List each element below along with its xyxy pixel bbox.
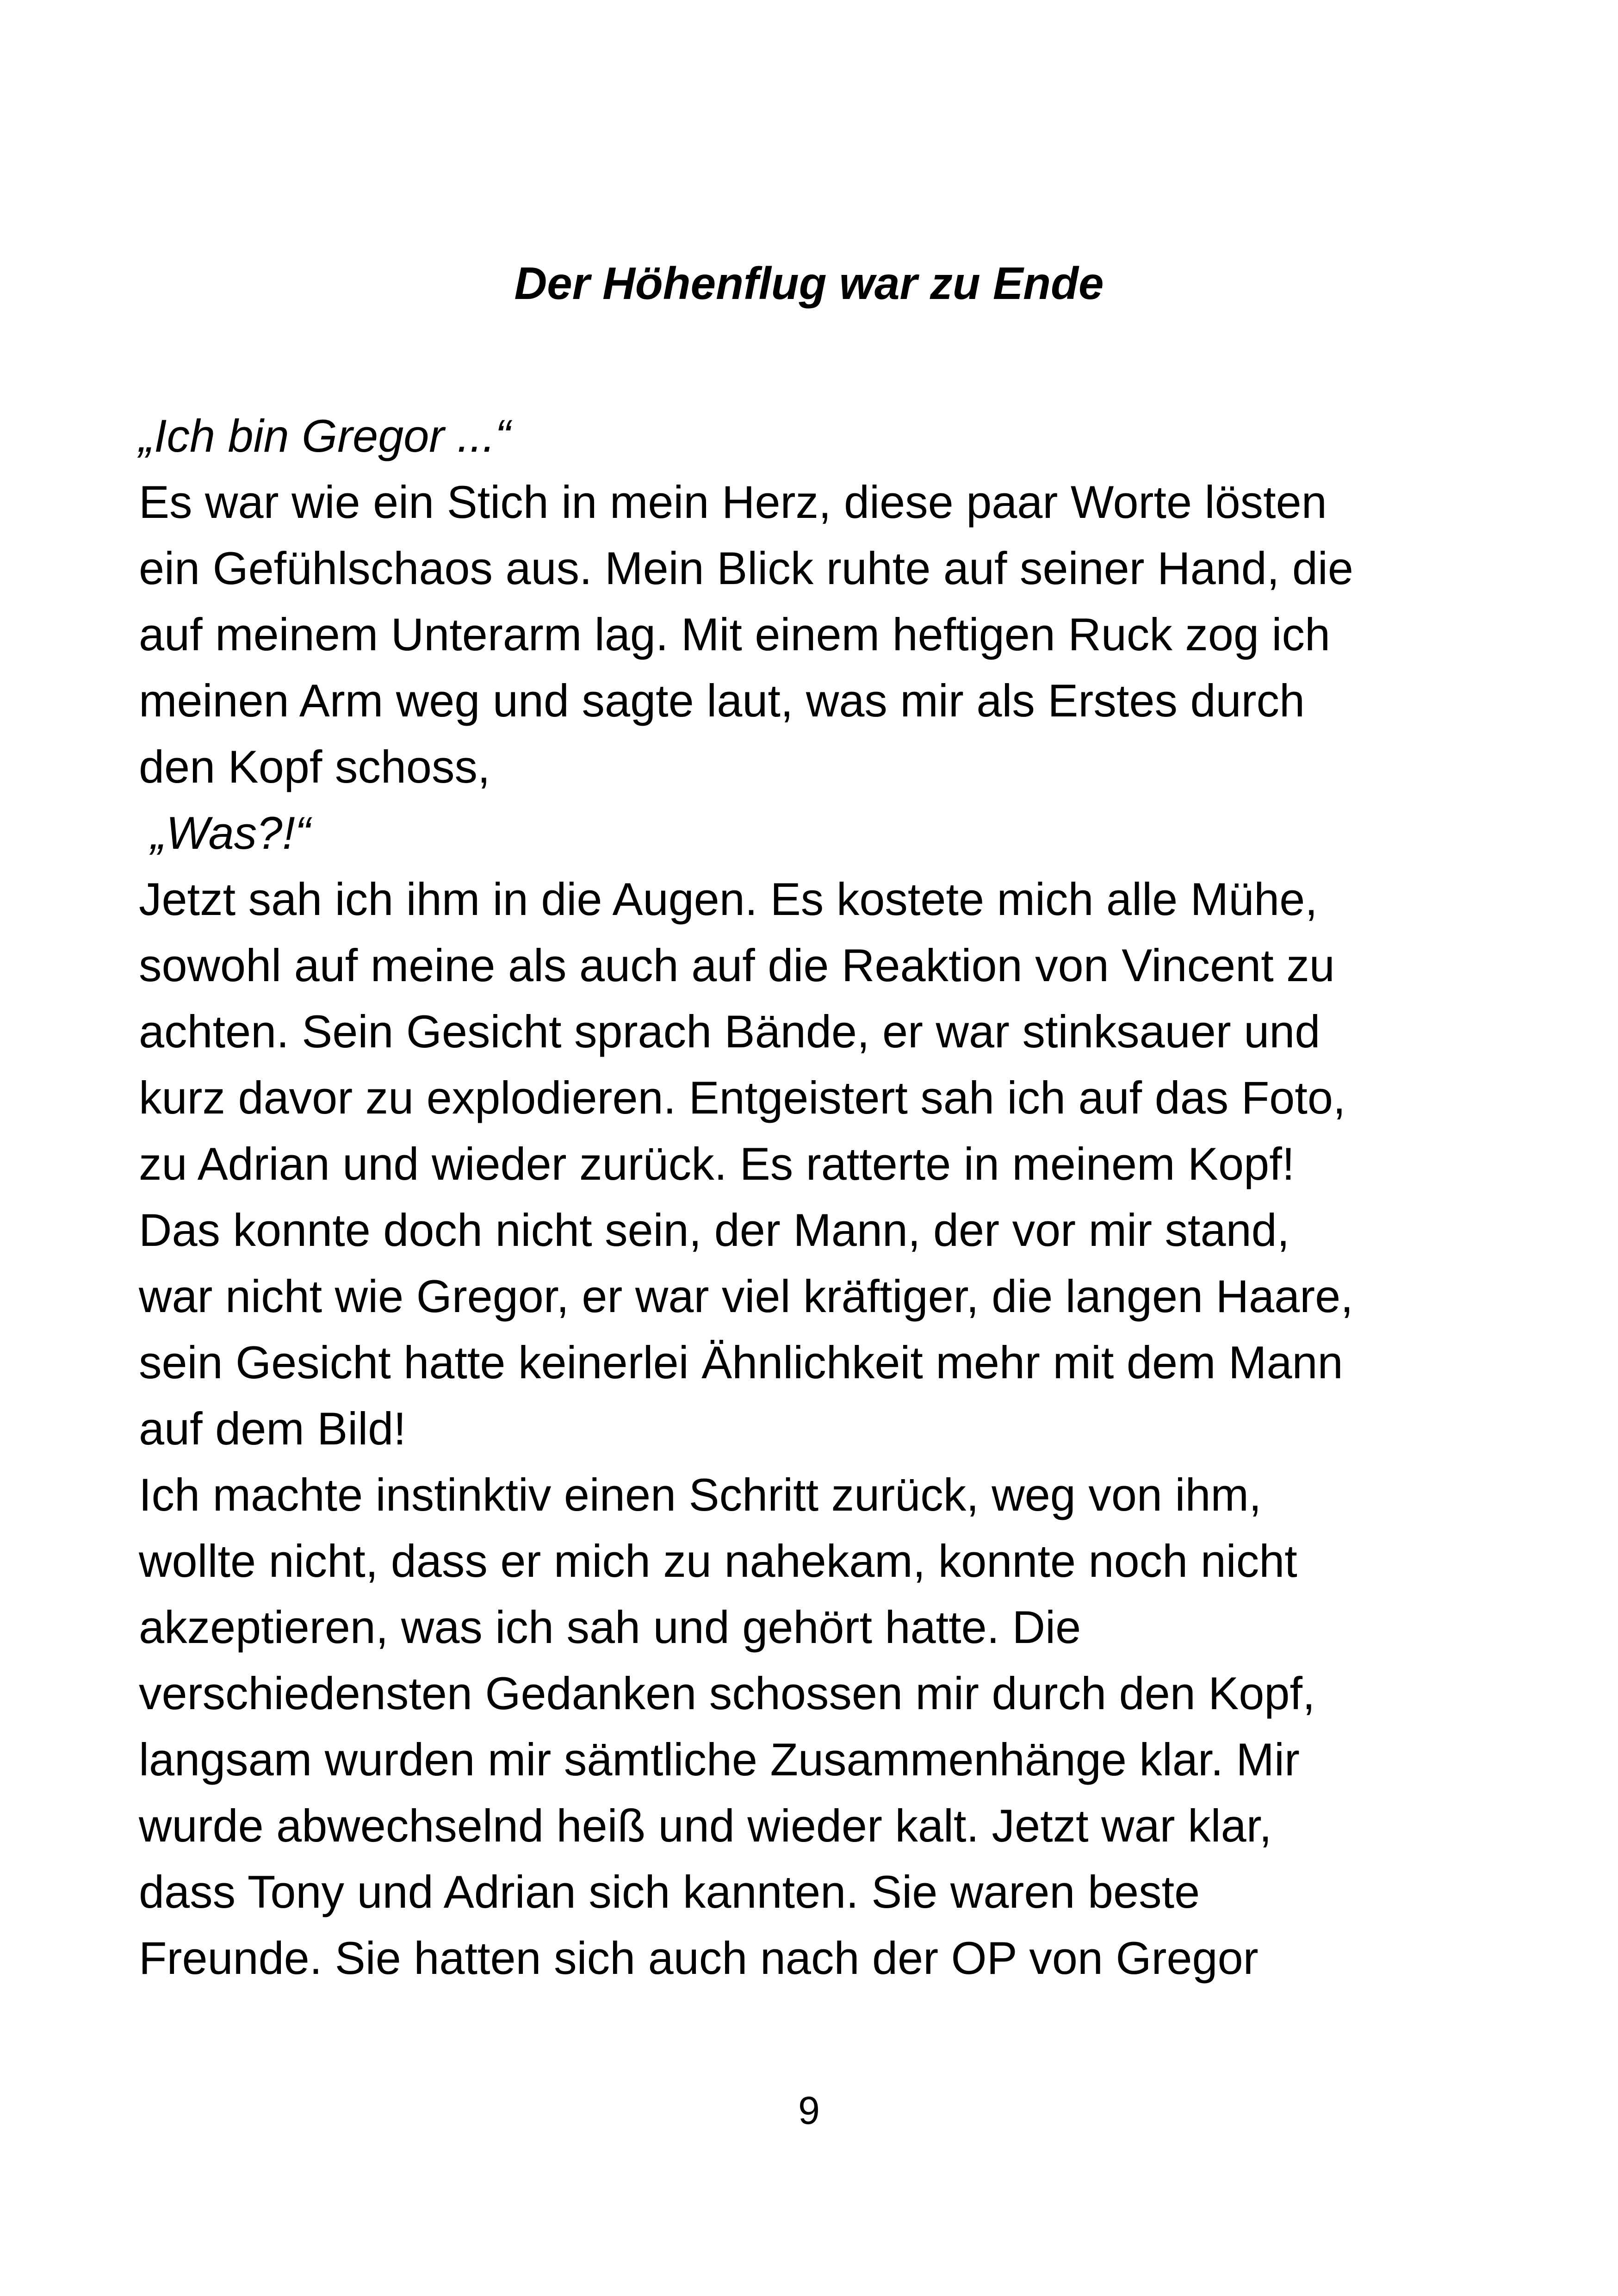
text-line-quote-gregor: „Ich bin Gregor ...“ bbox=[139, 410, 511, 461]
text-line: langsam wurden mir sämtliche Zusammenhänge klar. Mir bbox=[139, 1734, 1300, 1785]
text-line: Freunde. Sie hatten sich auch nach der OP von Gregor bbox=[139, 1932, 1258, 1984]
text-line-quote-was: „Was?!“ bbox=[151, 807, 310, 859]
text-line: meinen Arm weg und sagte laut, was mir als Erstes durch bbox=[139, 675, 1305, 726]
text-line: wollte nicht, dass er mich zu nahekam, konnte noch nicht bbox=[139, 1535, 1297, 1587]
text-line: ein Gefühlschaos aus. Mein Blick ruhte auf seiner Hand, die bbox=[139, 542, 1353, 594]
text-line: war nicht wie Gregor, er war viel kräftiger, die langen Haare, bbox=[139, 1270, 1353, 1322]
text-line: Es war wie ein Stich in mein Herz, diese paar Worte lösten bbox=[139, 476, 1327, 528]
text-line: kurz davor zu explodieren. Entgeistert sah ich auf das Foto, bbox=[139, 1072, 1346, 1123]
text-line: dass Tony und Adrian sich kannten. Sie waren beste bbox=[139, 1866, 1200, 1917]
text-line: wurde abwechselnd heiß und wieder kalt. Jetzt war klar, bbox=[139, 1800, 1272, 1851]
text-line: verschiedensten Gedanken schossen mir durch den Kopf, bbox=[139, 1668, 1315, 1719]
page-number: 9 bbox=[798, 2089, 820, 2132]
text-line: auf meinem Unterarm lag. Mit einem heftigen Ruck zog ich bbox=[139, 609, 1331, 660]
chapter-title: Der Höhenflug war zu Ende bbox=[514, 258, 1104, 309]
text-line: zu Adrian und wieder zurück. Es ratterte in meinem Kopf! bbox=[139, 1138, 1295, 1189]
text-line: sowohl auf meine als auch auf die Reaktion von Vincent zu bbox=[139, 940, 1335, 991]
text-line: Jetzt sah ich ihm in die Augen. Es kostete mich alle Mühe, bbox=[139, 873, 1318, 925]
text-line: achten. Sein Gesicht sprach Bände, er war stinksauer und bbox=[139, 1006, 1320, 1057]
body-text bbox=[139, 403, 1527, 1991]
text-line: auf dem Bild! bbox=[139, 1403, 406, 1454]
text-line: Das konnte doch nicht sein, der Mann, der vor mir stand, bbox=[139, 1204, 1290, 1256]
text-line: akzeptieren, was ich sah und gehört hatte. Die bbox=[139, 1601, 1081, 1653]
text-line: den Kopf schoss, bbox=[139, 741, 490, 792]
text-line: sein Gesicht hatte keinerlei Ähnlichkeit mehr mit dem Mann bbox=[139, 1337, 1343, 1388]
text-line: Ich machte instinktiv einen Schritt zurück, weg von ihm, bbox=[139, 1469, 1262, 1520]
